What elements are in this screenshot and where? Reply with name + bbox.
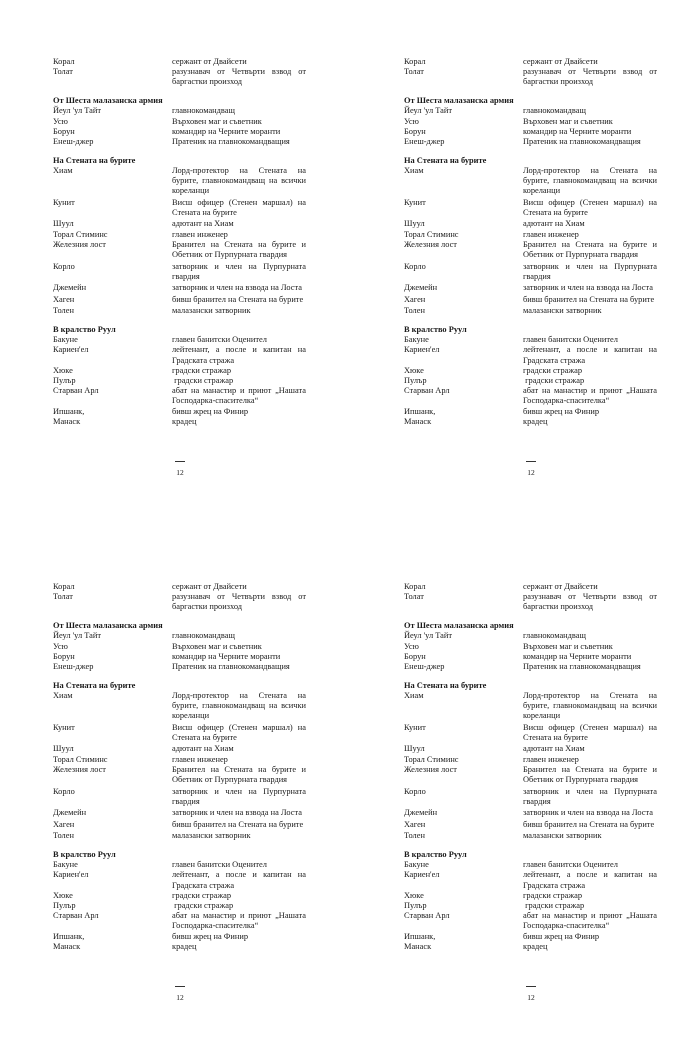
- section-heading: На Стената на бурите: [53, 155, 136, 165]
- character-role: малазански затворник: [172, 831, 251, 841]
- character-entry: [404, 870, 657, 890]
- character-name: Хюке: [404, 890, 424, 900]
- character-name: Хаген: [53, 294, 75, 304]
- character-entry: [53, 127, 306, 137]
- character-name: Енеш-джер: [53, 136, 94, 146]
- character-entry: [53, 820, 306, 830]
- character-name: Корал: [404, 582, 426, 591]
- character-name: Манаск: [53, 941, 81, 951]
- character-role: крадец: [172, 416, 197, 426]
- character-entry: [53, 932, 306, 942]
- character-role: малазански затворник: [172, 306, 251, 316]
- character-name: Корал: [404, 57, 426, 66]
- character-role: Върховен маг и съветник: [172, 116, 262, 126]
- character-role: главен банитски Оценител: [523, 860, 618, 870]
- character-name: Бакуне: [53, 860, 78, 870]
- character-role: градски стражар: [172, 365, 232, 375]
- character-role: бивш бранител на Стената на бурите: [172, 819, 304, 829]
- character-entry: [53, 335, 306, 345]
- character-name: Усю: [404, 116, 419, 126]
- folio-rule: [526, 461, 536, 462]
- character-name: Корло: [404, 786, 426, 796]
- character-entry: [53, 808, 306, 818]
- character-role: Пратеник на главнокомандващия: [172, 661, 290, 671]
- character-entry: [404, 137, 657, 147]
- character-entry: [404, 820, 657, 830]
- character-name: Усю: [53, 641, 68, 651]
- character-role: затворник и член на Пурпурната гвардия: [172, 261, 306, 281]
- character-entry: [404, 295, 657, 305]
- character-entry: [404, 219, 657, 229]
- character-role: затворник и член на Пурпурната гвардия: [523, 786, 657, 806]
- character-name: Енеш-джер: [404, 661, 445, 671]
- character-role: Лорд-протектор на Стената на бурите, главнокомандващ на всички кореланци: [523, 165, 657, 196]
- character-name: Бакуне: [404, 860, 429, 870]
- character-name: Пулър: [404, 375, 427, 385]
- character-role: затворник и член на взвода на Лоста: [172, 808, 302, 818]
- character-role: командир на Черните моранти: [523, 651, 632, 661]
- character-role: крадец: [172, 941, 197, 951]
- character-name: Кунит: [53, 722, 75, 732]
- character-role: Висш офицер (Стенен маршал) на Стената на бурите: [172, 197, 306, 217]
- character-role: главнокомандващ: [172, 631, 235, 641]
- character-entry: [404, 765, 657, 785]
- character-name: Йеул 'ул Тайт: [404, 106, 453, 116]
- character-name: Йеул 'ул Тайт: [53, 631, 102, 641]
- character-role: главнокомандващ: [523, 631, 586, 641]
- character-name: Хиам: [53, 165, 73, 175]
- character-name: Толат: [404, 592, 424, 602]
- character-entry: [53, 137, 306, 147]
- character-role: лейтенант, а после и капитан на Градската стража: [523, 345, 657, 365]
- character-name: Хиам: [404, 165, 424, 175]
- character-role: градски стражар: [523, 365, 583, 375]
- character-role: градски стражар: [523, 900, 585, 910]
- character-name: Железния лост: [53, 764, 106, 774]
- page-number: 12: [176, 993, 184, 1002]
- character-name: Шуул: [404, 219, 425, 229]
- character-entry: [53, 901, 306, 911]
- character-entry: [404, 891, 657, 901]
- character-role: главнокомандващ: [172, 106, 235, 116]
- character-entry: [404, 57, 657, 67]
- character-name: Хаген: [404, 819, 426, 829]
- character-entry: [404, 582, 657, 592]
- character-name: Кунит: [404, 197, 426, 207]
- section-heading: От Шеста малазанска армия: [404, 96, 514, 106]
- character-role: сержант от Двайсети: [523, 57, 598, 66]
- character-role: малазански затворник: [523, 306, 602, 316]
- character-entry: [404, 901, 657, 911]
- book-page: [404, 582, 657, 1002]
- character-name: Корал: [53, 582, 75, 591]
- character-entry: [53, 386, 306, 406]
- character-name: Джемейн: [404, 283, 438, 293]
- character-entry: [53, 283, 306, 293]
- character-entry: [404, 198, 657, 218]
- character-entry: [404, 345, 657, 365]
- character-name: Хюке: [404, 365, 424, 375]
- character-name: Кариен'ел: [53, 870, 89, 880]
- character-role: малазански затворник: [523, 831, 602, 841]
- character-name: Железния лост: [404, 764, 457, 774]
- character-entry: [53, 166, 306, 197]
- character-name: Ипшанк,: [53, 931, 85, 941]
- character-role: разузнавач от Четвърти взвод от баргастки произход: [523, 592, 657, 612]
- character-entry: [404, 755, 657, 765]
- character-entry: [53, 57, 306, 67]
- character-role: крадец: [523, 416, 548, 426]
- character-role: градски стражар: [172, 900, 234, 910]
- character-name: Борун: [53, 126, 75, 136]
- character-role: главнокомандващ: [523, 106, 586, 116]
- character-entry: [404, 592, 657, 612]
- character-entry: [404, 831, 657, 841]
- character-role: градски стражар: [523, 375, 585, 385]
- character-role: Пратеник на главнокомандващия: [172, 136, 290, 146]
- character-entry: [53, 417, 306, 427]
- character-role: Бранител на Стената на бурите и Обетник от Пурпурната гвардия: [523, 239, 657, 260]
- character-entry: [404, 127, 657, 137]
- page-number: 12: [527, 468, 535, 477]
- character-entry: [404, 117, 657, 127]
- character-entry: [53, 295, 306, 305]
- character-name: Манаск: [404, 941, 432, 951]
- character-role: градски стражар: [523, 890, 583, 900]
- character-name: Старван Арл: [53, 386, 99, 396]
- character-entry: [53, 230, 306, 240]
- character-entry: [404, 106, 657, 116]
- character-name: Торал Стиминс: [404, 754, 459, 764]
- character-name: Железния лост: [404, 239, 457, 249]
- character-name: Корал: [53, 57, 75, 66]
- character-role: главен банитски Оценител: [172, 335, 267, 345]
- character-name: Пулър: [53, 900, 76, 910]
- character-role: главен банитски Оценител: [172, 860, 267, 870]
- character-role: Върховен маг и съветник: [523, 116, 613, 126]
- character-role: командир на Черните моранти: [172, 126, 281, 136]
- character-name: Толат: [53, 592, 73, 602]
- character-name: Пулър: [404, 900, 427, 910]
- character-entry: [404, 262, 657, 282]
- character-entry: [53, 117, 306, 127]
- folio-rule: [526, 986, 536, 987]
- character-entry: [53, 240, 306, 260]
- character-entry: [53, 407, 306, 417]
- character-role: Върховен маг и съветник: [523, 641, 613, 651]
- character-name: Ипшанк,: [404, 406, 436, 416]
- character-entry: [53, 652, 306, 662]
- character-entry: [53, 262, 306, 282]
- character-role: крадец: [523, 941, 548, 951]
- character-entry: [404, 417, 657, 427]
- character-role: Висш офицер (Стенен маршал) на Стената на бурите: [523, 197, 657, 217]
- character-role: адютант на Хиам: [172, 219, 234, 229]
- character-name: Хиам: [53, 690, 73, 700]
- character-entry: [404, 376, 657, 386]
- character-entry: [404, 744, 657, 754]
- character-role: Бранител на Стената на бурите и Обетник от Пурпурната гвардия: [523, 764, 657, 785]
- character-role: Върховен маг и съветник: [172, 641, 262, 651]
- character-entry: [404, 386, 657, 406]
- section-heading: В кралство Руул: [53, 849, 116, 859]
- character-entry: [53, 860, 306, 870]
- character-entry: [53, 691, 306, 722]
- character-name: Манаск: [404, 416, 432, 426]
- character-role: разузнавач от Четвърти взвод от баргастки произход: [523, 67, 657, 87]
- character-entry: [53, 642, 306, 652]
- character-entry: [53, 831, 306, 841]
- character-role: бивш жрец на Финир: [172, 406, 249, 416]
- character-entry: [404, 240, 657, 260]
- character-entry: [404, 306, 657, 316]
- character-role: абат на манастир и приют „Нашата Господарка-спасителка“: [523, 386, 657, 406]
- section-heading: В кралство Руул: [53, 324, 116, 334]
- character-name: Кариен'ел: [53, 345, 89, 355]
- character-role: главен инженер: [523, 229, 579, 239]
- section-heading: От Шеста малазанска армия: [53, 96, 163, 106]
- character-name: Толат: [404, 67, 424, 77]
- character-name: Старван Арл: [404, 911, 450, 921]
- character-entry: [53, 755, 306, 765]
- character-role: сержант от Двайсети: [172, 582, 247, 591]
- character-entry: [53, 891, 306, 901]
- character-role: затворник и член на взвода на Лоста: [172, 283, 302, 293]
- character-name: Борун: [404, 126, 426, 136]
- character-role: бивш бранител на Стената на бурите: [523, 294, 655, 304]
- character-role: главен инженер: [172, 229, 228, 239]
- character-name: Енеш-джер: [404, 136, 445, 146]
- character-role: Висш офицер (Стенен маршал) на Стената на бурите: [172, 722, 306, 742]
- character-role: лейтенант, а после и капитан на Градската стража: [172, 870, 306, 890]
- character-name: Кунит: [404, 722, 426, 732]
- section-heading: На Стената на бурите: [53, 680, 136, 690]
- character-role: сержант от Двайсети: [172, 57, 247, 66]
- character-role: затворник и член на Пурпурната гвардия: [523, 261, 657, 281]
- character-name: Хаген: [404, 294, 426, 304]
- character-name: Кунит: [53, 197, 75, 207]
- character-entry: [404, 631, 657, 641]
- character-name: Йеул 'ул Тайт: [404, 631, 453, 641]
- section-heading: От Шеста малазанска армия: [404, 621, 514, 631]
- character-name: Старван Арл: [404, 386, 450, 396]
- character-name: Енеш-джер: [53, 661, 94, 671]
- character-name: Манаск: [53, 416, 81, 426]
- character-role: бивш бранител на Стената на бурите: [523, 819, 655, 829]
- character-name: Шуул: [53, 744, 74, 754]
- character-entry: [404, 662, 657, 672]
- character-name: Торал Стиминс: [53, 754, 108, 764]
- character-name: Хюке: [53, 890, 73, 900]
- character-name: Хиам: [404, 690, 424, 700]
- character-entry: [53, 723, 306, 743]
- character-name: Торал Стиминс: [53, 229, 108, 239]
- character-name: Хюке: [53, 365, 73, 375]
- character-name: Корло: [53, 261, 75, 271]
- character-role: градски стражар: [172, 890, 232, 900]
- character-entry: [53, 366, 306, 376]
- character-role: главен инженер: [172, 754, 228, 764]
- character-name: Йеул 'ул Тайт: [53, 106, 102, 116]
- character-name: Усю: [404, 641, 419, 651]
- character-entry: [404, 283, 657, 293]
- character-role: бивш жрец на Финир: [523, 406, 600, 416]
- character-role: Лорд-протектор на Стената на бурите, главнокомандващ на всички кореланци: [523, 690, 657, 721]
- character-role: адютант на Хиам: [523, 219, 585, 229]
- character-entry: [53, 787, 306, 807]
- character-role: абат на манастир и приют „Нашата Господарка-спасителка“: [523, 911, 657, 931]
- section-heading: На Стената на бурите: [404, 155, 487, 165]
- book-page: [53, 582, 306, 1002]
- character-name: Торал Стиминс: [404, 229, 459, 239]
- character-entry: [404, 942, 657, 952]
- character-entry: [404, 230, 657, 240]
- character-entry: [53, 198, 306, 218]
- character-role: главен банитски Оценител: [523, 335, 618, 345]
- page-number: 12: [176, 468, 184, 477]
- character-entry: [404, 366, 657, 376]
- character-name: Усю: [53, 116, 68, 126]
- character-role: градски стражар: [172, 375, 234, 385]
- character-role: Пратеник на главнокомандващия: [523, 661, 641, 671]
- character-role: Лорд-протектор на Стената на бурите, главнокомандващ на всички кореланци: [172, 165, 306, 196]
- character-name: Корло: [404, 261, 426, 271]
- character-name: Толен: [53, 306, 74, 316]
- character-entry: [404, 166, 657, 197]
- character-name: Джемейн: [404, 808, 438, 818]
- character-entry: [404, 911, 657, 931]
- character-entry: [53, 911, 306, 931]
- character-entry: [404, 67, 657, 87]
- character-role: Лорд-протектор на Стената на бурите, главнокомандващ на всички кореланци: [172, 690, 306, 721]
- character-entry: [53, 592, 306, 612]
- folio-rule: [175, 461, 185, 462]
- character-name: Борун: [53, 651, 75, 661]
- character-entry: [53, 631, 306, 641]
- character-role: затворник и член на взвода на Лоста: [523, 283, 653, 293]
- character-role: адютант на Хиам: [172, 744, 234, 754]
- character-name: Ипшанк,: [404, 931, 436, 941]
- section-heading: В кралство Руул: [404, 324, 467, 334]
- character-name: Джемейн: [53, 283, 87, 293]
- character-entry: [53, 219, 306, 229]
- book-page: [53, 57, 306, 477]
- character-name: Ипшанк,: [53, 406, 85, 416]
- character-role: бивш бранител на Стената на бурите: [172, 294, 304, 304]
- character-name: Хаген: [53, 819, 75, 829]
- character-role: главен инженер: [523, 754, 579, 764]
- character-role: Пратеник на главнокомандващия: [523, 136, 641, 146]
- character-entry: [404, 642, 657, 652]
- book-page: [404, 57, 657, 477]
- character-entry: [404, 860, 657, 870]
- character-name: Железния лост: [53, 239, 106, 249]
- character-name: Джемейн: [53, 808, 87, 818]
- character-name: Кариен'ел: [404, 870, 440, 880]
- character-entry: [53, 662, 306, 672]
- character-entry: [53, 345, 306, 365]
- character-entry: [404, 691, 657, 722]
- character-entry: [404, 652, 657, 662]
- character-entry: [404, 723, 657, 743]
- character-name: Борун: [404, 651, 426, 661]
- character-name: Старван Арл: [53, 911, 99, 921]
- section-heading: От Шеста малазанска армия: [53, 621, 163, 631]
- character-name: Толен: [404, 306, 425, 316]
- character-role: лейтенант, а после и капитан на Градската стража: [172, 345, 306, 365]
- character-role: разузнавач от Четвърти взвод от баргастки произход: [172, 592, 306, 612]
- character-entry: [53, 765, 306, 785]
- character-role: адютант на Хиам: [523, 744, 585, 754]
- character-entry: [53, 67, 306, 87]
- character-role: бивш жрец на Финир: [172, 931, 249, 941]
- character-role: абат на манастир и приют „Нашата Господарка-спасителка“: [172, 911, 306, 931]
- character-role: абат на манастир и приют „Нашата Господарка-спасителка“: [172, 386, 306, 406]
- page-number: 12: [527, 993, 535, 1002]
- character-entry: [53, 942, 306, 952]
- character-name: Бакуне: [404, 335, 429, 345]
- character-role: сержант от Двайсети: [523, 582, 598, 591]
- character-name: Шуул: [404, 744, 425, 754]
- character-role: бивш жрец на Финир: [523, 931, 600, 941]
- character-role: командир на Черните моранти: [523, 126, 632, 136]
- character-role: затворник и член на Пурпурната гвардия: [172, 786, 306, 806]
- character-name: Толен: [404, 831, 425, 841]
- folio-rule: [175, 986, 185, 987]
- character-name: Шуул: [53, 219, 74, 229]
- character-entry: [404, 335, 657, 345]
- character-entry: [53, 376, 306, 386]
- character-entry: [404, 932, 657, 942]
- character-entry: [53, 106, 306, 116]
- character-name: Пулър: [53, 375, 76, 385]
- character-name: Толен: [53, 831, 74, 841]
- character-name: Толат: [53, 67, 73, 77]
- section-heading: На Стената на бурите: [404, 680, 487, 690]
- character-role: Бранител на Стената на бурите и Обетник от Пурпурната гвардия: [172, 239, 306, 260]
- character-name: Кариен'ел: [404, 345, 440, 355]
- character-role: разузнавач от Четвърти взвод от баргастки произход: [172, 67, 306, 87]
- character-entry: [53, 870, 306, 890]
- character-entry: [53, 744, 306, 754]
- character-role: командир на Черните моранти: [172, 651, 281, 661]
- character-entry: [53, 306, 306, 316]
- character-role: затворник и член на взвода на Лоста: [523, 808, 653, 818]
- section-heading: В кралство Руул: [404, 849, 467, 859]
- character-role: Висш офицер (Стенен маршал) на Стената на бурите: [523, 722, 657, 742]
- character-entry: [404, 787, 657, 807]
- character-role: Бранител на Стената на бурите и Обетник от Пурпурната гвардия: [172, 764, 306, 785]
- character-entry: [404, 407, 657, 417]
- character-name: Бакуне: [53, 335, 78, 345]
- character-role: лейтенант, а после и капитан на Градската стража: [523, 870, 657, 890]
- character-entry: [404, 808, 657, 818]
- character-entry: [53, 582, 306, 592]
- character-name: Корло: [53, 786, 75, 796]
